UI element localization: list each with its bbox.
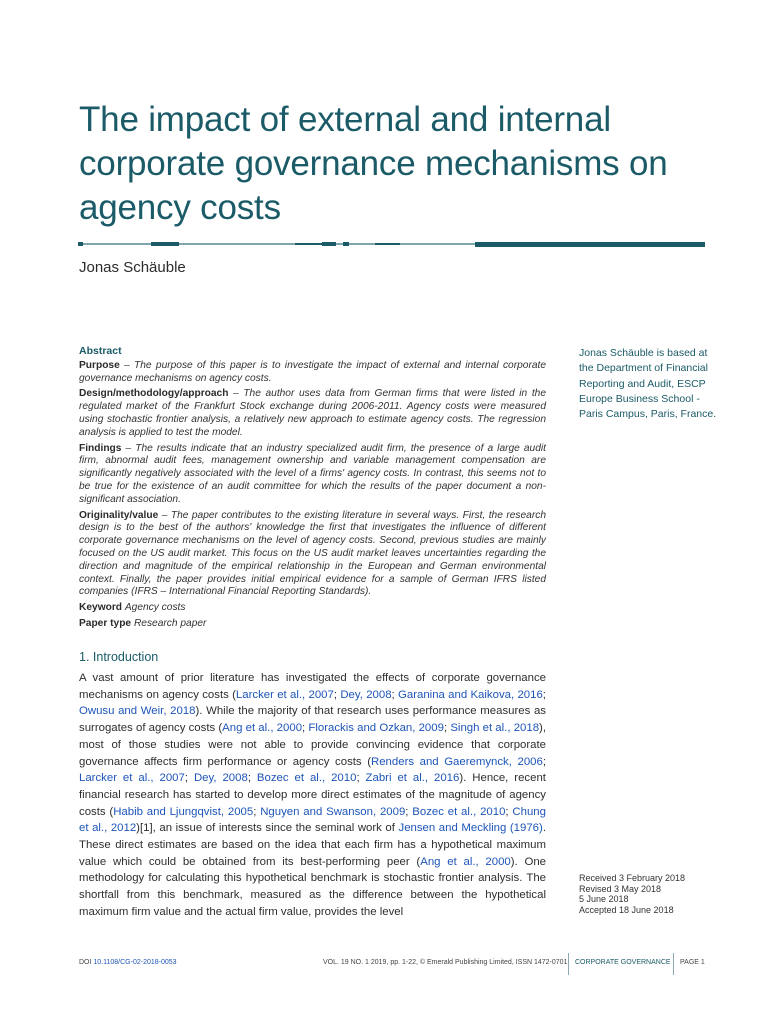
divider-segment [475, 242, 705, 247]
citation-link[interactable]: Habib and Ljungqvist, 2005 [113, 805, 254, 818]
intro-text: ; [542, 688, 546, 701]
citation-link[interactable]: Bozec et al., 2010 [256, 772, 357, 785]
keyword-label: Keyword [79, 602, 123, 614]
revised-date-2: 5 June 2018 [579, 894, 629, 905]
abstract-originality [79, 510, 546, 600]
citation-link[interactable]: Zabri et al., 2016 [365, 772, 460, 785]
intro-text: ; [333, 688, 341, 701]
divider-segment [343, 242, 349, 246]
author-affiliation: Jonas Schäuble is based at the Department of Financial Reporting and Audit, ESCP Europe Business School - Paris Campus, Paris, France. [579, 347, 717, 421]
author-name: Jonas Schäuble [79, 259, 186, 276]
doi [79, 959, 177, 966]
citation-link[interactable]: Larcker et al., 2007 [235, 688, 334, 701]
citation-link[interactable]: Nguyen and Swanson, 2009 [260, 805, 406, 818]
abstract-paper-type [79, 618, 546, 631]
abstract-purpose [79, 360, 546, 386]
citation-link[interactable]: Larcker et al., 2007 [79, 772, 185, 785]
divider-segment [322, 242, 336, 246]
paper-title: The impact of external and internal corporate governance mechanisms on agency costs [79, 100, 668, 227]
footer-divider [568, 953, 569, 975]
volume-info: VOL. 19 NO. 1 2019, pp. 1-22, © Emerald Publishing Limited, ISSN 1472-0701 [323, 959, 568, 966]
divider-segment [400, 243, 475, 245]
divider-segment [349, 243, 375, 245]
citation-link[interactable]: Dey, 2008 [340, 688, 392, 701]
citation-link[interactable]: Bozec et al., 2010 [412, 805, 506, 818]
citation-link[interactable]: Renders and Gaeremynck, 2006 [371, 755, 543, 768]
footer-divider [673, 953, 674, 975]
intro-text: ; [391, 688, 398, 701]
citation-link[interactable]: Dey, 2008 [193, 772, 248, 785]
page-number: PAGE 1 [680, 959, 705, 966]
findings-label: Findings [79, 442, 122, 454]
purpose-text: – The purpose of this paper is to investigate the impact of external and internal corporate governance mechanisms on agency costs. [79, 359, 546, 384]
divider-segment [179, 243, 295, 245]
citation-link[interactable]: Garanina and Kaikova, 2016 [398, 688, 543, 701]
originality-text: – The paper contributes to the existing literature in several ways. First, the research design is to the best of the authors' knowledge the first that investigates the influence of different corporate governance mechanisms on the level of agency costs. Second, previous studies are mainly focused on the US audit market. This focus on the US audit market leaves uncertainties regarding the direction and magnitude of the empirical relationship in the European and German environmental context. Finally, the paper provides initial empirical evidence for a sample of German IFRS listed companies (IFRS – International Financial Reporting Standards). [79, 509, 546, 598]
page-footer [79, 953, 707, 977]
divider-segment [375, 243, 400, 245]
doi-link[interactable]: 10.1108/CG-02-2018-0053 [93, 959, 177, 966]
paper-type-text: Research paper [133, 617, 207, 629]
article-history [579, 873, 719, 916]
intro-text: ; [542, 755, 546, 768]
intro-text: ; [443, 722, 451, 735]
keyword-text: Agency costs [124, 602, 186, 614]
section-heading-introduction: 1. Introduction [79, 650, 159, 664]
accepted-date: Accepted 18 June 2018 [579, 905, 674, 916]
intro-text: ). While the majority of that research uses performance measures as surrogates of agency costs ( [79, 705, 546, 735]
intro-text: ; [356, 772, 366, 785]
introduction-paragraph [79, 670, 546, 921]
title-divider [78, 240, 705, 248]
intro-text: ), most of those studies were not able to provide convincing evidence that corporate governance affects firm performance or agency costs ( [79, 722, 546, 768]
intro-text: ; [302, 722, 309, 735]
design-label: Design/methodology/approach [79, 388, 229, 400]
intro-text: A vast amount of prior literature has investigated the effects of corporate governance mechanisms on agency costs ( [79, 672, 546, 701]
purpose-label: Purpose [79, 359, 120, 371]
divider-segment [83, 243, 151, 245]
intro-text: )[1], an issue of interests since the seminal work of [136, 822, 399, 835]
divider-segment [336, 243, 343, 245]
abstract-keyword [79, 602, 546, 615]
abstract-block [79, 345, 546, 634]
intro-text: ; [247, 772, 257, 785]
originality-label: Originality/value [79, 509, 159, 521]
intro-text: ; [184, 772, 194, 785]
revised-date: Revised 3 May 2018 [579, 883, 662, 894]
citation-link[interactable]: Owusu and Weir, 2018 [79, 705, 196, 718]
intro-text: ; [505, 805, 513, 818]
citation-link[interactable]: Ang et al., 2000 [420, 855, 511, 868]
abstract-heading: Abstract [79, 345, 122, 357]
divider-segment [151, 242, 179, 246]
journal-name: CORPORATE GOVERNANCE [575, 959, 671, 966]
abstract-findings [79, 443, 546, 507]
intro-text: . These direct estimates are based on the idea that each firm has a hypothetical maximum value which could be obtained from its best-performing peer ( [79, 822, 546, 868]
abstract-design [79, 388, 546, 439]
intro-text: ; [405, 805, 413, 818]
citation-link[interactable]: Florackis and Ozkan, 2009 [308, 722, 444, 735]
intro-text: ). One methodology for calculating this hypothetical benchmark is stochastic frontier analysis. The shortfall from this benchmark, measured as the difference between the hypothetical maximum firm value and the actual firm value, provides the level [79, 855, 546, 918]
divider-segment [78, 242, 83, 246]
intro-text: ). Hence, recent financial research has started to develop more direct estimates of the magnitude of agency costs ( [79, 772, 546, 818]
citation-link[interactable]: Singh et al., 2018 [450, 722, 540, 735]
received-date: Received 3 February 2018 [579, 873, 686, 883]
design-text: – The author uses data from German firms that were listed in the regulated market of the Frankfurt Stock exchange during 2006-2011. Agency costs were measured using stochastic frontier analysis, a relatively new approach to estimate agency costs. The regression analysis is applied to test the model. [79, 388, 546, 438]
doi-label: DOI [79, 959, 94, 966]
paper-type-label: Paper type [79, 617, 132, 629]
citation-link[interactable]: Jensen and Meckling (1976) [398, 822, 543, 835]
citation-link[interactable]: Ang et al., 2000 [222, 722, 303, 735]
citation-link[interactable]: Chung et al., 2012 [79, 805, 546, 835]
findings-text: – The results indicate that an industry specialized audit firm, the presence of a large audit firm, abnormal audit fees, management ownership and variable management compensation are significantly negatively associated with the level of a firms' agency costs. In contrast, this seems not to be true for the existence of an audit committee for which the results of the paper document a non-significant association. [79, 442, 546, 505]
intro-text: ; [253, 805, 261, 818]
divider-segment [295, 243, 322, 245]
